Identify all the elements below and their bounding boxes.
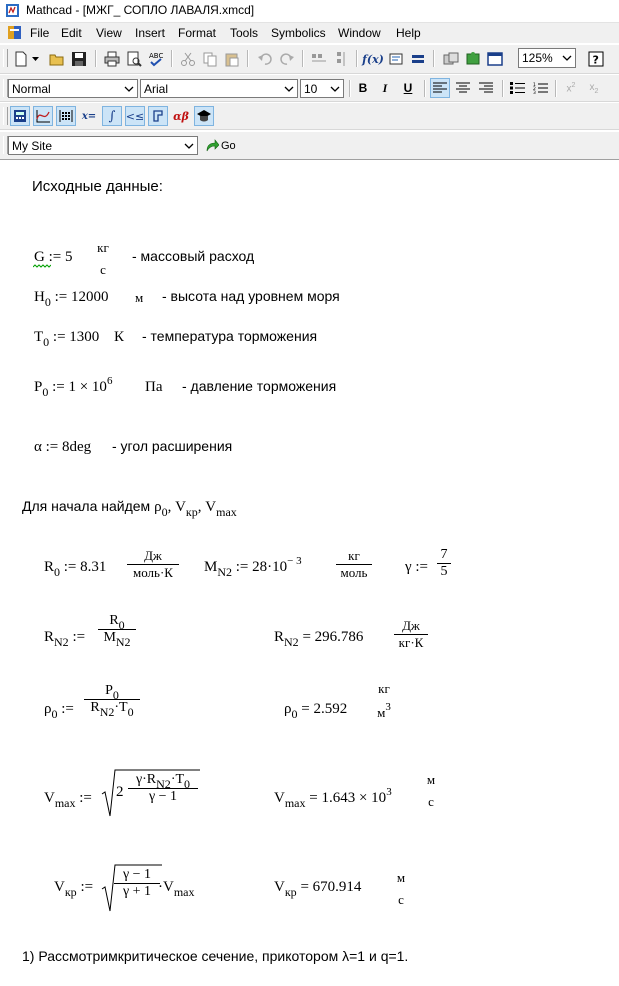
print-preview-button[interactable] bbox=[124, 49, 144, 69]
rho-result-symbol: ρ bbox=[284, 701, 292, 717]
gamma-numerator: 7 bbox=[440, 547, 448, 562]
zoom-value: 125% bbox=[522, 51, 553, 65]
mn2-subscript: N2 bbox=[217, 565, 233, 579]
math-toolbar bbox=[0, 102, 619, 130]
print-preview-icon bbox=[126, 51, 142, 67]
g-unit-den: с bbox=[100, 262, 106, 277]
component-button[interactable] bbox=[463, 49, 483, 69]
chevron-down-icon bbox=[284, 84, 294, 94]
redo-button[interactable] bbox=[277, 49, 297, 69]
align-right-icon bbox=[479, 82, 493, 94]
vkr-denominator: γ + 1 bbox=[114, 883, 160, 900]
save-button[interactable] bbox=[69, 49, 89, 69]
numbered-list-icon bbox=[533, 82, 548, 94]
align-center-button[interactable] bbox=[453, 78, 473, 98]
gamma-fraction bbox=[437, 547, 451, 580]
symbolic-toolbar-button[interactable] bbox=[194, 106, 214, 126]
rho-result-value: = 2.592 bbox=[301, 701, 348, 717]
align-across-button[interactable] bbox=[309, 49, 329, 69]
document-icon[interactable] bbox=[7, 24, 22, 41]
p0-symbol: P bbox=[34, 379, 43, 395]
vmax-fraction bbox=[128, 772, 198, 805]
vkr-result-symbol: V bbox=[274, 879, 285, 895]
programming-toolbar-button[interactable] bbox=[148, 106, 168, 126]
gamma-denominator: 5 bbox=[437, 563, 451, 580]
vmax-unit bbox=[424, 772, 438, 810]
resource-url-select[interactable] bbox=[8, 136, 198, 155]
mn2-value: := 28·10 bbox=[235, 559, 288, 575]
chevron-down-icon bbox=[562, 53, 572, 63]
critical-section-text: 1) Рассмотримкритическое сечение, прикотором λ=1 и q=1. bbox=[22, 948, 409, 964]
greek-alpha-beta-icon: αβ bbox=[173, 109, 189, 123]
vkr-result-sub: кр bbox=[284, 885, 297, 899]
zoom-select[interactable] bbox=[518, 48, 576, 68]
r0-unit-den: моль·К bbox=[127, 564, 179, 581]
vkr-result-value: = 670.914 bbox=[300, 879, 362, 895]
subscript-button[interactable] bbox=[584, 78, 604, 98]
graph-plot-icon bbox=[35, 109, 51, 123]
t0-subscript: 0 bbox=[43, 335, 50, 349]
align-center-icon bbox=[456, 82, 470, 94]
align-right-button[interactable] bbox=[476, 78, 496, 98]
spell-check-button[interactable] bbox=[146, 49, 166, 69]
rn2-result-sub: N2 bbox=[284, 635, 299, 649]
toolbar-separator bbox=[433, 50, 435, 67]
mn2-unit-den: моль bbox=[336, 564, 372, 581]
paste-button[interactable] bbox=[222, 49, 242, 69]
rn2-subscript: N2 bbox=[54, 635, 69, 649]
superscript-icon: $x^2$ bbox=[566, 81, 576, 95]
g-definition[interactable]: G := 5 bbox=[34, 249, 73, 265]
resources-button[interactable] bbox=[441, 49, 461, 69]
menu-help[interactable]: Help bbox=[396, 26, 421, 40]
find-v2: , V bbox=[197, 499, 217, 515]
r0-definition[interactable] bbox=[44, 559, 107, 579]
vkr-result bbox=[274, 879, 362, 899]
rn2-num-symbol: R bbox=[109, 613, 119, 628]
rho-den-sub: N2 bbox=[99, 705, 115, 719]
mn2-unit-num: кг bbox=[348, 548, 360, 563]
svg-text:ABC: ABC bbox=[149, 52, 164, 60]
find-rho: ρ bbox=[154, 499, 162, 515]
find-v1-sub: кр bbox=[185, 505, 198, 519]
style-select[interactable] bbox=[8, 79, 138, 98]
align-left-icon bbox=[433, 82, 447, 94]
find-text: Для начала найдем bbox=[22, 498, 155, 514]
chevron-down-icon bbox=[124, 84, 134, 94]
rho-symbol: ρ bbox=[44, 701, 52, 717]
redefinition-warning bbox=[33, 264, 51, 268]
mn2-definition[interactable] bbox=[204, 555, 302, 579]
bullets-button[interactable] bbox=[507, 78, 527, 98]
new-dropdown-button[interactable] bbox=[30, 49, 40, 69]
rho-unit-exp: 3 bbox=[385, 701, 391, 713]
rho-unit bbox=[374, 681, 394, 721]
window-frame-icon bbox=[487, 51, 503, 67]
menu-bar bbox=[0, 23, 619, 43]
formatting-toolbar bbox=[0, 74, 619, 102]
copy-button[interactable] bbox=[200, 49, 220, 69]
toolbar-separator bbox=[349, 80, 351, 97]
rho-fraction bbox=[84, 683, 140, 719]
vkr-assign: := bbox=[80, 879, 94, 895]
vmax-num-t: ·T bbox=[170, 772, 185, 787]
vmax-assign: := bbox=[79, 790, 92, 806]
r0-unit bbox=[127, 548, 179, 581]
menu-insert[interactable]: Insert bbox=[135, 26, 166, 40]
scissors-icon bbox=[180, 51, 196, 67]
mn2-unit bbox=[336, 548, 372, 581]
vkr-definition[interactable] bbox=[54, 879, 94, 899]
evaluation-toolbar-button[interactable] bbox=[79, 106, 99, 126]
undo-arrow-icon bbox=[257, 51, 273, 67]
rn2-num-sub: 0 bbox=[118, 618, 125, 632]
find-statement bbox=[22, 498, 237, 519]
save-disk-icon bbox=[71, 51, 87, 67]
mn2-exponent: − 3 bbox=[287, 555, 302, 567]
window-title: Mathcad - [МЖГ_ СОПЛО ЛАВАЛЯ.xmcd] bbox=[26, 3, 255, 17]
new-button[interactable] bbox=[11, 49, 31, 69]
vkr-unit-num: м bbox=[396, 870, 406, 885]
unit-measure-icon bbox=[388, 51, 404, 67]
less-equal-icon: <≤ bbox=[125, 109, 145, 123]
menu-view[interactable]: View bbox=[96, 26, 122, 40]
p0-unit: Па bbox=[145, 379, 163, 395]
vmax-num-a: γ·R bbox=[135, 772, 157, 787]
rho-unit-num: кг bbox=[378, 681, 390, 696]
menu-window[interactable]: Window bbox=[338, 26, 381, 40]
title-bar bbox=[0, 0, 619, 23]
graph-toolbar-button[interactable] bbox=[33, 106, 53, 126]
find-rho-sub: 0 bbox=[161, 505, 168, 519]
toolbar-grip[interactable] bbox=[3, 49, 8, 67]
toolbar-separator bbox=[302, 50, 304, 67]
rn2-result-symbol: R bbox=[274, 629, 285, 645]
subscript-icon: $x_2$ bbox=[589, 81, 599, 95]
resources-toolbar bbox=[0, 131, 619, 160]
numbering-button[interactable] bbox=[530, 78, 550, 98]
find-v2-sub: max bbox=[216, 505, 237, 519]
p0-exponent: 6 bbox=[106, 375, 113, 387]
rn2-result-value: = 296.786 bbox=[302, 629, 364, 645]
toolbar-separator bbox=[356, 50, 358, 67]
rn2-symbol: R bbox=[44, 629, 55, 645]
rn2-den-symbol: M bbox=[103, 630, 116, 645]
new-document-icon bbox=[13, 51, 29, 67]
rn2-result bbox=[274, 629, 364, 649]
open-folder-icon bbox=[49, 51, 65, 67]
find-v1: , V bbox=[167, 499, 186, 515]
greek-toolbar-button[interactable] bbox=[171, 106, 191, 126]
printer-icon bbox=[104, 51, 120, 67]
rho-denominator bbox=[84, 699, 140, 719]
g-unit bbox=[93, 240, 113, 278]
window-button[interactable] bbox=[485, 49, 505, 69]
toolbar-separator bbox=[95, 50, 97, 67]
menu-format[interactable]: Format bbox=[178, 26, 217, 40]
paste-clipboard-icon bbox=[224, 51, 240, 67]
rn2-unit bbox=[394, 618, 428, 651]
t0-description: - температура торможения bbox=[142, 328, 318, 344]
chevron-down-icon bbox=[184, 141, 194, 151]
vkr-unit bbox=[394, 870, 408, 908]
go-label: Go bbox=[221, 140, 236, 152]
resource-url-value: My Site bbox=[12, 139, 53, 153]
go-arrow-icon bbox=[205, 139, 219, 153]
insert-unit-button[interactable] bbox=[386, 49, 406, 69]
t0-value: := 1300 bbox=[52, 329, 100, 345]
rho-num-symbol: P bbox=[105, 683, 113, 698]
underline-button[interactable]: U bbox=[403, 81, 413, 95]
rho-numerator bbox=[84, 683, 140, 702]
rho-den-sub2: 0 bbox=[127, 705, 134, 719]
vkr-subscript: кр bbox=[64, 885, 77, 899]
vmax-denominator: γ − 1 bbox=[128, 788, 198, 805]
evaluate-button[interactable] bbox=[408, 49, 428, 69]
toolbar-separator bbox=[171, 50, 173, 67]
h0-value: := 12000 bbox=[54, 289, 109, 305]
rho-assign: := bbox=[61, 701, 74, 717]
undo-button[interactable] bbox=[255, 49, 275, 69]
rho-den-symbol: R bbox=[90, 700, 100, 715]
resources-icon bbox=[443, 51, 459, 67]
heading-input-data: Исходные данные: bbox=[32, 178, 163, 195]
align-left-button[interactable] bbox=[430, 78, 450, 98]
r0-symbol: R bbox=[44, 559, 55, 575]
vmax-result-value: = 1.643 × 10 bbox=[309, 790, 387, 806]
h0-unit: м bbox=[135, 290, 144, 305]
calculator-icon bbox=[13, 109, 27, 123]
rn2-fraction bbox=[98, 613, 136, 649]
vmax-subscript: max bbox=[54, 796, 76, 810]
worksheet[interactable] bbox=[0, 159, 619, 986]
toolbar-separator bbox=[502, 80, 504, 97]
r0-value: := 8.31 bbox=[63, 559, 107, 575]
boolean-toolbar-button[interactable] bbox=[125, 106, 145, 126]
p0-description: - давление торможения bbox=[182, 378, 337, 394]
rho-unit-den bbox=[374, 701, 394, 721]
vkr-symbol: V bbox=[54, 879, 65, 895]
vmax-symbol: V bbox=[44, 790, 55, 806]
rn2-numerator bbox=[98, 613, 136, 632]
vmax-num-sub: N2 bbox=[156, 777, 171, 791]
vmax-definition[interactable] bbox=[44, 790, 92, 810]
g-description: - массовый расход bbox=[132, 248, 255, 264]
font-value: Arial bbox=[144, 82, 169, 96]
copy-icon bbox=[202, 51, 218, 67]
bold-button[interactable]: B bbox=[358, 81, 368, 95]
h0-subscript: 0 bbox=[44, 295, 51, 309]
font-size-select[interactable] bbox=[300, 79, 344, 98]
svg-text:3: 3 bbox=[532, 91, 536, 94]
svg-text:1: 1 bbox=[532, 83, 536, 88]
vmax-result-sub: max bbox=[284, 796, 306, 810]
rho-definition[interactable] bbox=[44, 701, 74, 721]
align-down-button[interactable] bbox=[331, 49, 351, 69]
toolbar-separator bbox=[555, 80, 557, 97]
insert-function-button[interactable] bbox=[363, 49, 383, 69]
help-button[interactable] bbox=[586, 49, 606, 69]
function-fx-icon: f(x) bbox=[362, 52, 384, 66]
calculus-toolbar-button[interactable] bbox=[102, 106, 122, 126]
svg-text:2: 2 bbox=[532, 87, 536, 92]
r0-subscript: 0 bbox=[54, 565, 61, 579]
matrix-toolbar-button[interactable] bbox=[56, 106, 76, 126]
rho-num-sub: 0 bbox=[112, 688, 119, 702]
t0-symbol: T bbox=[34, 329, 44, 345]
p0-value: := 1 × 10 bbox=[52, 379, 107, 395]
t0-definition[interactable] bbox=[34, 329, 100, 349]
vmax-num-sub2: 0 bbox=[184, 777, 191, 791]
align-down-icon bbox=[333, 51, 349, 67]
r0-unit-num: Дж bbox=[144, 548, 162, 563]
rho-result-sub: 0 bbox=[291, 707, 298, 721]
rn2-definition[interactable] bbox=[44, 629, 86, 649]
vkr-numerator: γ − 1 bbox=[122, 867, 152, 882]
vkr-tail-sub: max bbox=[173, 885, 195, 899]
font-size-value: 10 bbox=[304, 82, 318, 96]
rn2-unit-num: Дж bbox=[402, 618, 420, 633]
chevron-down-icon bbox=[330, 84, 340, 94]
vkr-tail-v: ·V bbox=[158, 879, 174, 895]
svg-text:?: ? bbox=[592, 53, 599, 67]
vmax-numerator bbox=[128, 772, 198, 791]
help-question-icon bbox=[588, 51, 604, 67]
vkr-unit-den: с bbox=[398, 892, 404, 907]
menu-edit[interactable]: Edit bbox=[61, 26, 82, 40]
superscript-button[interactable] bbox=[561, 78, 581, 98]
rn2-den-sub: N2 bbox=[115, 635, 131, 649]
menu-symbolics[interactable]: Symbolics bbox=[271, 26, 326, 40]
chevron-down-icon bbox=[32, 57, 39, 61]
vmax-result bbox=[274, 786, 392, 810]
redo-arrow-icon bbox=[279, 51, 295, 67]
style-value: Normal bbox=[12, 82, 51, 96]
component-puzzle-icon bbox=[465, 51, 481, 67]
align-across-icon bbox=[311, 51, 327, 67]
italic-button[interactable]: I bbox=[382, 80, 388, 95]
alpha-description: - угол расширения bbox=[112, 438, 233, 454]
integral-icon: ∫ bbox=[108, 108, 116, 124]
t0-unit: К bbox=[114, 329, 125, 345]
vmax-unit-num: м bbox=[426, 772, 436, 787]
rho-den-t: ·T bbox=[114, 700, 128, 715]
menu-file[interactable]: File bbox=[30, 26, 50, 40]
vmax-unit-den: с bbox=[428, 794, 434, 809]
rho-subscript: 0 bbox=[51, 707, 58, 721]
evaluation-x-equals-icon: x= bbox=[81, 110, 97, 122]
toolbar-grip[interactable] bbox=[3, 107, 8, 125]
toolbar-separator bbox=[424, 80, 426, 97]
p0-subscript: 0 bbox=[42, 385, 49, 399]
vmax-coefficient: 2 bbox=[116, 784, 124, 800]
spell-check-icon bbox=[148, 51, 164, 67]
p0-definition[interactable] bbox=[34, 375, 113, 399]
cut-button[interactable] bbox=[178, 49, 198, 69]
rn2-assign: := bbox=[72, 629, 86, 645]
vmax-result-exp: 3 bbox=[386, 786, 392, 798]
vkr-fraction bbox=[114, 867, 160, 900]
open-button[interactable] bbox=[47, 49, 67, 69]
alpha-definition[interactable]: α := 8deg bbox=[34, 439, 92, 455]
bullet-list-icon bbox=[510, 82, 525, 94]
toolbar-separator bbox=[247, 50, 249, 67]
h0-description: - высота над уровнем моря bbox=[162, 288, 340, 304]
gamma-definition[interactable]: γ := bbox=[405, 559, 429, 575]
matrix-grid-icon bbox=[59, 109, 73, 123]
graduation-cap-icon bbox=[196, 109, 212, 123]
equals-icon bbox=[410, 51, 426, 67]
menu-tools[interactable]: Tools bbox=[230, 26, 259, 40]
mathcad-app-icon bbox=[5, 3, 20, 18]
rho-result bbox=[284, 701, 348, 721]
vkr-tail bbox=[158, 879, 195, 899]
g-unit-num: кг bbox=[97, 240, 109, 255]
go-button[interactable] bbox=[205, 136, 239, 156]
mn2-symbol: M bbox=[204, 559, 218, 575]
rn2-unit-den: кг·К bbox=[394, 634, 428, 651]
standard-toolbar bbox=[0, 44, 619, 74]
h0-symbol: H bbox=[34, 289, 45, 305]
font-select[interactable] bbox=[140, 79, 298, 98]
vmax-result-symbol: V bbox=[274, 790, 285, 806]
programming-icon bbox=[151, 109, 165, 123]
h0-definition[interactable] bbox=[34, 289, 109, 309]
calculator-toolbar-button[interactable] bbox=[10, 106, 30, 126]
rho-unit-den-m: м bbox=[377, 705, 386, 720]
print-button[interactable] bbox=[102, 49, 122, 69]
rn2-denominator bbox=[98, 629, 136, 649]
